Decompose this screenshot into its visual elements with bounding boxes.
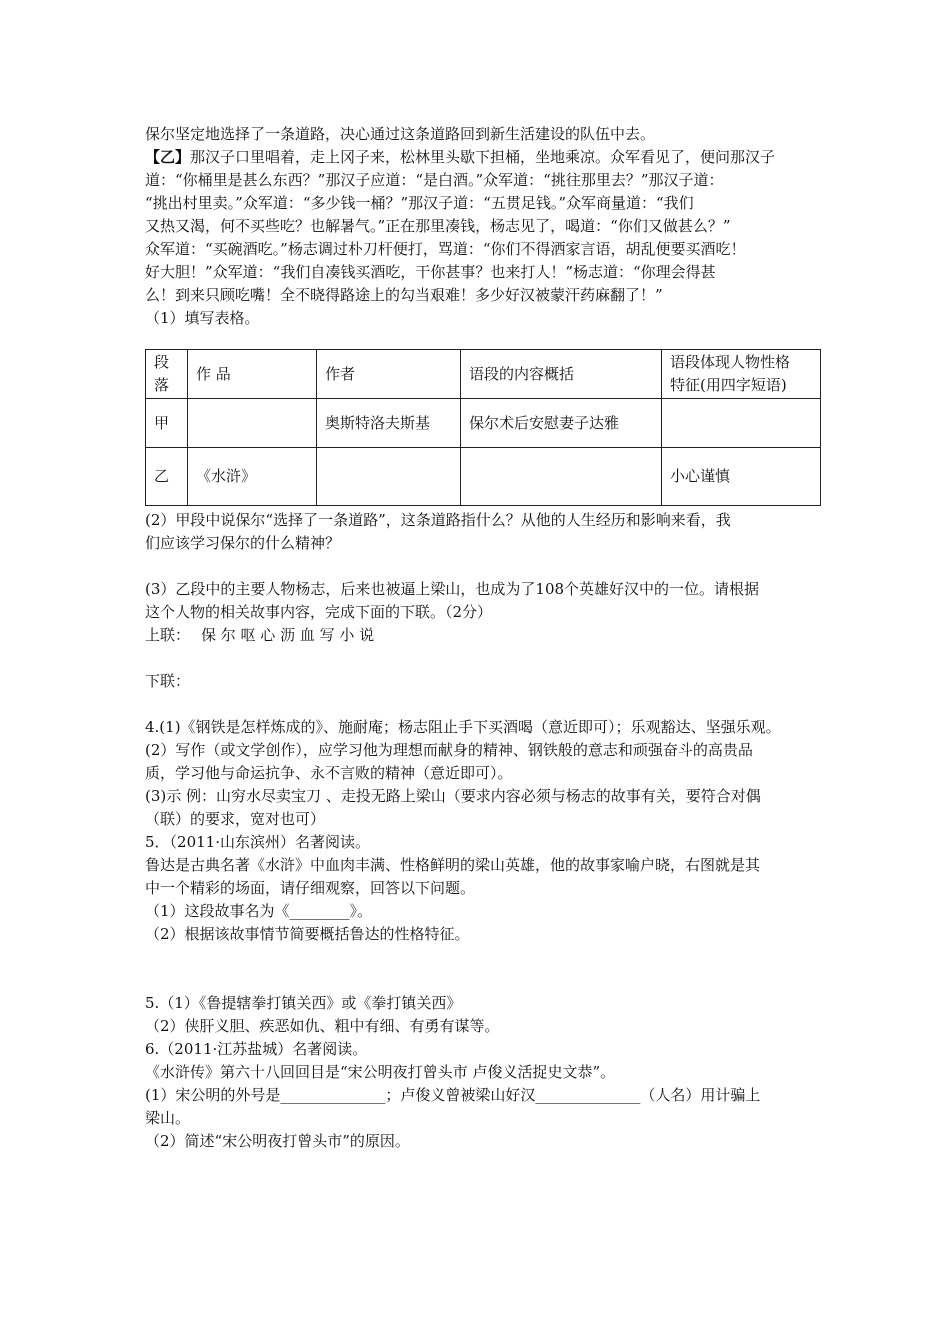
table-header-cell: 段 落 xyxy=(146,350,188,399)
table-header-cell: 作者 xyxy=(317,350,461,399)
answer-4-line: （联）的要求，宽对也可） xyxy=(145,810,326,828)
upper-couplet xyxy=(145,624,825,647)
questions-block xyxy=(145,509,825,1153)
question-6-line: 《水浒传》第六十八回回目是“宋公明夜打曾头市 卢俊义活捉史文恭”。 xyxy=(145,1063,616,1081)
question-5-line: 鲁达是古典名著《水浒》中血肉丰满、性格鲜明的梁山英雄，他的故事家喻户晓，右图就是其 xyxy=(145,856,761,874)
question-1: （1）填写表格。 xyxy=(145,309,260,327)
question-5-line: 中一个精彩的场面，请仔细观察，回答以下问题。 xyxy=(145,879,476,897)
table-header-cell: 作 品 xyxy=(188,350,317,399)
table-cell: 乙 xyxy=(146,448,188,506)
passage-line-text: 那汉子口里唱着，走上冈子来，松林里头歇下担桶，坐地乘凉。众军看见了，便问那汉子 xyxy=(190,148,776,166)
table-cell[interactable] xyxy=(188,399,317,448)
table-header-row xyxy=(146,350,821,399)
table-cell: 保尔术后安慰妻子达雅 xyxy=(461,399,662,448)
question-6-sub: （2）简述“宋公明夜打曾头市”的原因。 xyxy=(145,1132,410,1150)
answer-4-line: 质，学习他与命运抗争、永不言败的精神（意近即可）。 xyxy=(145,764,513,782)
question-5-title: 5．（2011·山东滨州）名著阅读。 xyxy=(145,833,370,851)
answer-4-line: (3)示 例：山穷水尽卖宝刀 、走投无路上梁山（要求内容必须与杨志的故事有关，要符合对偶 xyxy=(145,787,761,805)
table-header-cell: 语段体现人物性格 特征(用四字短语) xyxy=(662,350,821,399)
lower-couplet-label: 下联： xyxy=(145,672,191,690)
table-cell[interactable] xyxy=(317,448,461,506)
passage-line: 保尔坚定地选择了一条道路，决心通过这条道路回到新生活建设的队伍中去。 xyxy=(145,125,656,143)
question-6-sub: 梁山。 xyxy=(145,1109,191,1127)
question-3-line: (3）乙段中的主要人物杨志，后来也被逼上梁山，也成为了108个英雄好汉中的一位。请根据 xyxy=(145,580,760,598)
table-cell: 《水浒》 xyxy=(188,448,317,506)
table-cell: 奥斯特洛夫斯基 xyxy=(317,399,461,448)
passage-line: 又热又渴，何不买些吃？也解暑气。”正在那里凑钱，杨志见了，喝道：“你们又做甚么？” xyxy=(145,217,731,235)
question-6-sub: (1）宋公明的外号是______________；卢俊义曾被梁山好汉______________（人名）用计骗上 xyxy=(145,1086,761,1104)
passage-line xyxy=(145,146,825,169)
table-header-cell: 语段的内容概括 xyxy=(461,350,662,399)
upper-couplet-text: 保 尔 呕 心 沥 血 写 小 说 xyxy=(201,626,375,644)
answer-5-line: 5.（1）《鲁提辖拳打镇关西》或《拳打镇关西》 xyxy=(145,994,462,1012)
passage-line: 好大胆！”众军道：“我们自凑钱买酒吃，干你甚事？也来打人！”杨志道：“你理会得甚 xyxy=(145,263,716,281)
passage-line: “挑出村里卖。”众军道：“多少钱一桶？”那汉子道：“五贯足钱。”众军商量道：“我们 xyxy=(145,194,694,212)
question-5-sub: （1）这段故事名为《________》。 xyxy=(145,902,373,920)
table-row xyxy=(146,399,821,448)
question-3-line: 这个人物的相关故事内容，完成下面的下联。（2分） xyxy=(145,603,493,621)
question-2-line: 们应该学习保尔的什么精神？ xyxy=(145,534,341,552)
answer-5-line: （2）侠肝义胆、疾恶如仇、粗中有细、有勇有谋等。 xyxy=(145,1017,500,1035)
upper-couplet-label: 上联： xyxy=(145,626,191,644)
answer-4-line: 4.(1)《钢铁是怎样炼成的》、施耐庵；杨志阻止手下买酒喝（意近即可）；乐观豁达、坚强乐观。 xyxy=(145,718,781,736)
yi-mark: 【乙】 xyxy=(145,148,191,166)
question-5-sub: （2）根据该故事情节简要概括鲁达的性格特征。 xyxy=(145,925,470,943)
table-cell: 甲 xyxy=(146,399,188,448)
passage-line: 道：“你桶里是甚么东西？”那汉子应道：“是白酒。”众军道：“挑往那里去？”那汉子道： xyxy=(145,171,724,189)
passage-line: 么！到来只顾吃嘴！全不晓得路途上的勾当艰难！多少好汉被蒙汗药麻翻了！” xyxy=(145,286,663,304)
question-2-line: (2）甲段中说保尔“选择了一条道路”，这条道路指什么？从他的人生经历和影响来看，我 xyxy=(145,511,731,529)
question-6-title: 6.（2011·江苏盐城）名著阅读。 xyxy=(145,1040,368,1058)
table-cell[interactable] xyxy=(461,448,662,506)
answer-4-line: (2）写作（或文学创作），应学习他为理想而献身的精神、钢铁般的意志和顽强奋斗的高贵品 xyxy=(145,741,753,759)
passage-line: 众军道：“买碗酒吃。”杨志调过朴刀杆便打，骂道：“你们不得洒家言语，胡乱便要买酒吃！ xyxy=(145,240,746,258)
table-cell: 小心谨慎 xyxy=(662,448,821,506)
table-cell[interactable] xyxy=(662,399,821,448)
fill-in-table xyxy=(145,349,821,506)
table-row xyxy=(146,448,821,506)
passage-block xyxy=(145,123,825,330)
